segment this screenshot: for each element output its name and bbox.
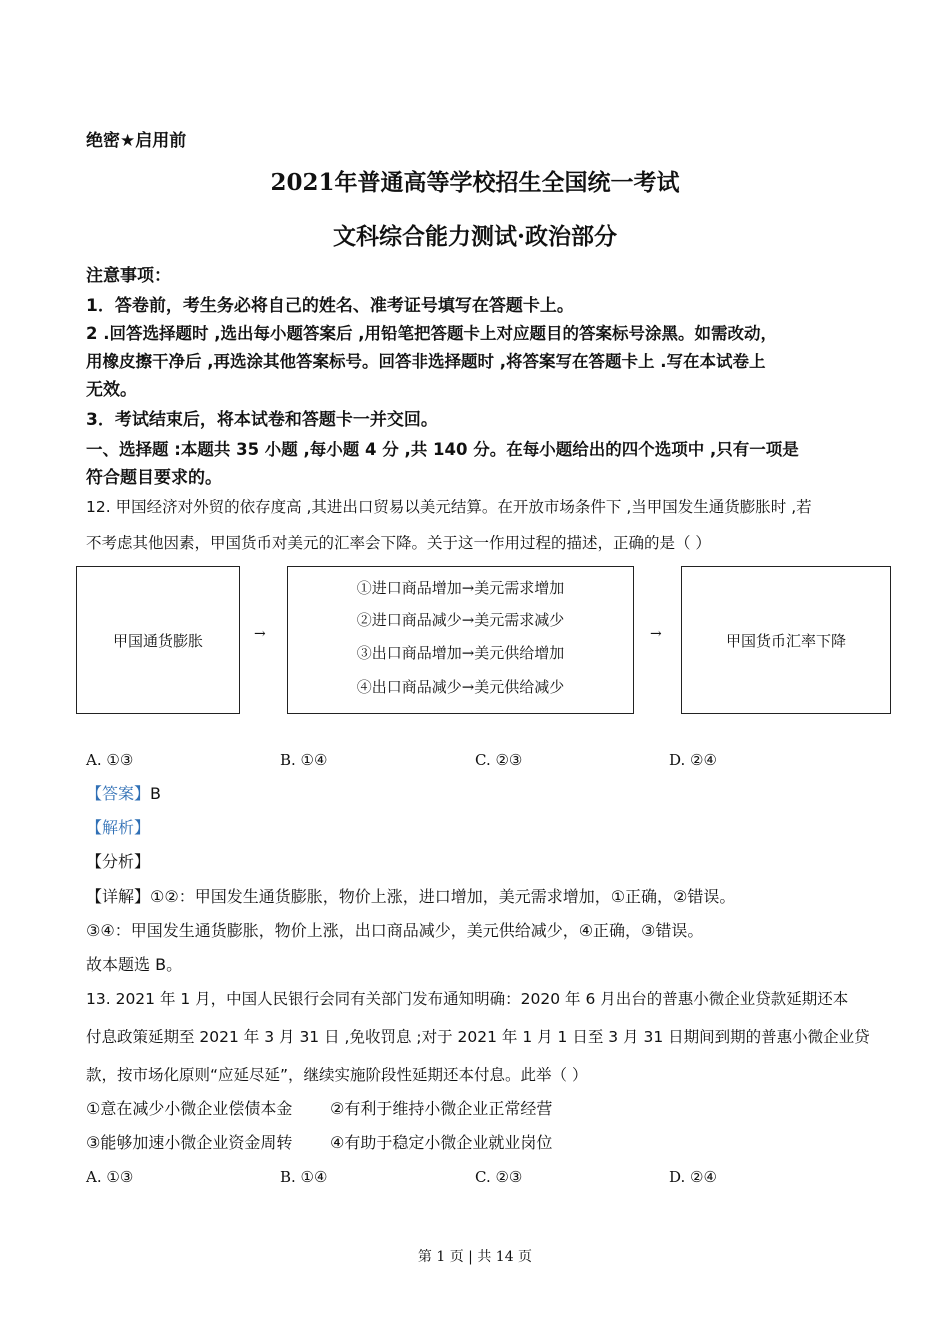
flow-arrow-1: →	[254, 626, 266, 642]
flow-box-right	[681, 566, 891, 714]
note-item-2-line-2: 用橡皮擦干净后 ,再选涂其他答案标号。回答非选择题时 ,将答案写在答题卡上 .写在本试卷上	[86, 352, 766, 371]
answer-label: 【答案】	[86, 784, 151, 803]
q12-stem-line-2: 不考虑其他因素，甲国货币对美元的汇率会下降。关于这一作用过程的描述，正确的是（ ）	[86, 534, 711, 552]
flow-box-middle	[287, 566, 634, 714]
q12-option-b: B. ①④	[280, 751, 328, 769]
section-heading-line-1: 一、选择题 :本题共 35 小题 ,每小题 4 分 ,共 140 分。在每小题给出的四个选项中 ,只有一项是	[86, 440, 799, 459]
q13-stem-line-1: 13. 2021 年 1 月，中国人民银行会同有关部门发布通知明确：2020 年 6 月出台的普惠小微企业贷款延期还本	[86, 990, 849, 1008]
q13-option-c: C. ②③	[475, 1168, 523, 1186]
flow-left-label: 甲国通货膨胀	[112, 631, 203, 650]
q12-option-a: A. ①③	[86, 751, 134, 769]
secret-label: 绝密★启用前	[86, 131, 187, 151]
answer-value: B	[150, 784, 161, 803]
flow-item-3: ③出口商品增加→美元供给增加	[356, 644, 565, 662]
exam-subtitle: 文科综合能力测试·政治部分	[332, 223, 617, 250]
q13-option-b: B. ①④	[280, 1168, 328, 1186]
q12-conclusion: 故本题选 B。	[86, 955, 183, 974]
q13-choice-4: ④有助于稳定小微企业就业岗位	[330, 1133, 553, 1152]
q13-choice-2: ②有利于维持小微企业正常经营	[330, 1099, 553, 1118]
section-heading-line-2: 符合题目要求的。	[86, 468, 222, 488]
flow-arrow-2: →	[650, 626, 662, 642]
q12-stem-line-1: 12. 甲国经济对外贸的依存度高 ,其进出口贸易以美元结算。在开放市场条件下 ,当甲国发生通货膨胀时 ,若	[86, 498, 812, 516]
flow-box-left	[76, 566, 240, 714]
q13-stem-line-3: 款，按市场化原则“应延尽延”，继续实施阶段性延期还本付息。此举（ ）	[86, 1066, 588, 1084]
page-footer: 第 1 页 | 共 14 页	[417, 1249, 533, 1265]
q12-detail-1: 【详解】①②：甲国发生通货膨胀，物价上涨，进口增加，美元需求增加，①正确，②错误。	[86, 887, 736, 906]
q13-option-a: A. ①③	[86, 1168, 134, 1186]
q13-choice-3: ③能够加速小微企业资金周转	[86, 1133, 293, 1152]
flow-item-1: ①进口商品增加→美元需求增加	[356, 579, 565, 597]
q12-analysis-label: 【解析】	[86, 818, 151, 837]
q12-fenxi-label: 【分析】	[86, 852, 151, 871]
note-item-3: 3．考试结束后，将本试卷和答题卡一并交回。	[86, 410, 438, 430]
exam-title: 2021年普通高等学校招生全国统一考试	[270, 169, 680, 196]
q12-option-c: C. ②③	[475, 751, 523, 769]
q13-choice-1: ①意在减少小微企业偿债本金	[86, 1099, 293, 1118]
note-item-1: 1．答卷前，考生务必将自己的姓名、准考证号填写在答题卡上。	[86, 296, 574, 316]
note-item-2-line-3: 无效。	[86, 380, 137, 400]
q13-stem-line-2: 付息政策延期至 2021 年 3 月 31 日 ,免收罚息 ;对于 2021 年 1 月 1 日至 3 月 31 日期间到期的普惠小微企业贷	[86, 1028, 870, 1046]
q12-answer	[86, 777, 161, 811]
q12-option-d: D. ②④	[669, 751, 717, 769]
q13-option-d: D. ②④	[669, 1168, 717, 1186]
note-item-2-line-1: 2 .回答选择题时 ,选出每小题答案后 ,用铅笔把答题卡上对应题目的答案标号涂黑。如需改动，	[86, 324, 778, 343]
q12-detail-2: ③④：甲国发生通货膨胀，物价上涨，出口商品减少，美元供给减少，④正确，③错误。	[86, 921, 704, 940]
flow-item-4: ④出口商品减少→美元供给减少	[356, 678, 565, 696]
notes-heading: 注意事项：	[86, 266, 171, 286]
flow-right-label: 甲国货币汇率下降	[725, 631, 846, 650]
flow-item-2: ②进口商品减少→美元需求减少	[356, 611, 565, 629]
